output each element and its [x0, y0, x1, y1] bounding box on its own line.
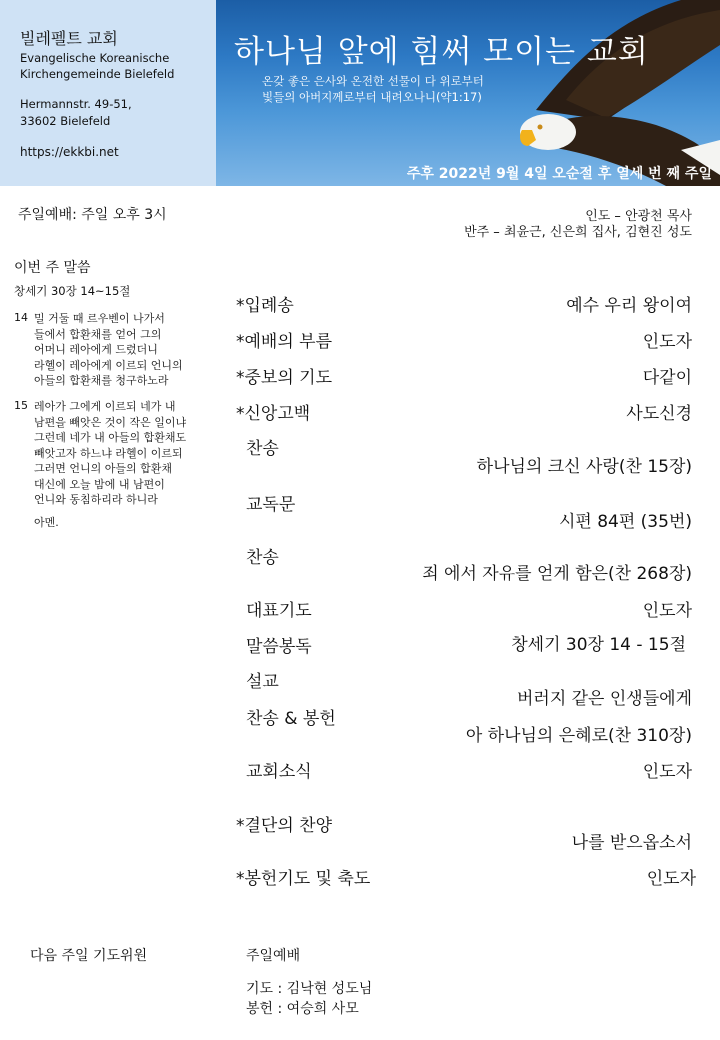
service-time: 주일예배: 주일 오후 3시 — [18, 207, 167, 223]
address-line1: Hermannstr. 49-51, — [20, 97, 132, 111]
order-value: 인도자 — [642, 332, 692, 352]
verse-number: 14 — [14, 311, 28, 324]
order-label: 설교 — [246, 672, 279, 692]
footer-prayer: 기도 : 김낙현 성도님 — [246, 981, 373, 997]
banner — [216, 0, 720, 186]
banner-verse-line1: 온갖 좋은 은사와 온전한 선물이 다 위로부터 — [262, 74, 484, 88]
order-value: 나를 받으옵소서 — [571, 833, 692, 853]
verse-line: 빼앗고자 하느냐 라헬이 이르되 — [34, 446, 183, 460]
amen: 아멘. — [34, 516, 59, 529]
order-label: *중보의 기도 — [236, 368, 333, 388]
verse-line: 아들의 합환채를 청구하노라 — [34, 374, 169, 387]
order-value: 하나님의 크신 사랑(찬 15장) — [476, 457, 692, 477]
banner-date: 주후 2022년 9월 4일 오순절 후 열세 번 째 주일 — [406, 166, 712, 182]
verse-line: 밀 거둘 때 르우벤이 나가서 — [34, 312, 165, 325]
verse-number: 15 — [14, 399, 28, 412]
order-value: 사도신경 — [626, 404, 692, 424]
verse-line: 들에서 합환채를 얻어 그의 — [34, 327, 162, 341]
order-value: 예수 우리 왕이여 — [566, 296, 692, 316]
verse-line: 그러면 언니의 아들의 합환채 — [34, 462, 173, 475]
verse-text — [34, 399, 224, 508]
order-value: 죄 에서 자유를 얻게 함은(찬 268장) — [422, 564, 692, 584]
order-label: 교회소식 — [246, 762, 312, 782]
order-value: 다같이 — [642, 368, 692, 388]
order-label: 찬송 — [246, 439, 279, 459]
footer-offering: 봉헌 : 여승희 사모 — [246, 1001, 359, 1017]
order-label: 찬송 — [246, 548, 279, 568]
order-label: 말씀봉독 — [246, 637, 312, 657]
order-value: 버러지 같은 인생들에게 — [516, 689, 692, 709]
order-value: 아 하나님의 은혜로(찬 310장) — [465, 726, 692, 746]
service-accompanists: 반주 – 최윤근, 신은희 집사, 김현진 성도 — [464, 225, 692, 240]
verse-line: 언니와 동침하리라 하니라 — [34, 493, 158, 506]
order-value: 시편 84편 (35번) — [558, 512, 692, 532]
order-value: 인도자 — [642, 762, 692, 782]
verse-line: 레아가 그에게 이르되 네가 내 — [34, 400, 176, 413]
church-name: 빌레펠트 교회 — [20, 29, 118, 48]
banner-verse — [262, 73, 484, 105]
address-line2: 33602 Bielefeld — [20, 114, 111, 128]
word-heading: 이번 주 말씀 — [14, 260, 91, 276]
order-label: 대표기도 — [246, 601, 312, 621]
service-leader: 인도 – 안광천 목사 — [585, 209, 692, 224]
verse-line: 라헬이 레아에게 이르되 언니의 — [34, 358, 183, 372]
order-label: 교독문 — [246, 495, 296, 515]
church-info-panel — [0, 0, 216, 186]
scripture-reference: 창세기 30장 14~15절 — [14, 284, 131, 298]
order-label: *신앙고백 — [236, 404, 311, 424]
order-label: *봉헌기도 및 축도 — [236, 869, 371, 889]
verse-text — [34, 311, 224, 389]
banner-title: 하나님 앞에 힘써 모이는 교회 — [234, 34, 649, 70]
order-label: *예배의 부름 — [236, 332, 333, 352]
banner-verse-line2: 빛들의 아버지께로부터 내려오나니(약1:17) — [262, 90, 482, 104]
church-name-german — [20, 50, 174, 82]
church-name-german-line1: Evangelische Koreanische — [20, 51, 170, 65]
next-week-prayer-heading: 다음 주일 기도위원 — [30, 948, 148, 964]
order-label: *입례송 — [236, 296, 294, 316]
order-value: 인도자 — [642, 601, 692, 621]
church-address — [20, 96, 132, 130]
order-value: 창세기 30장 14 - 15절 — [511, 635, 686, 655]
order-value: 인도자 — [646, 869, 696, 889]
verse-line: 그런데 네가 내 아들의 합환채도 — [34, 431, 187, 444]
order-label: *결단의 찬양 — [236, 816, 333, 836]
verse-line: 어머니 레아에게 드렸더니 — [34, 343, 158, 356]
church-website[interactable]: https://ekkbi.net — [20, 145, 119, 159]
order-label: 찬송 & 봉헌 — [246, 709, 336, 729]
verse-line: 남편을 빼앗은 것이 작은 일이냐 — [34, 415, 187, 429]
footer-service-label: 주일예배 — [246, 948, 301, 964]
church-name-german-line2: Kirchengemeinde Bielefeld — [20, 67, 175, 81]
verse-line: 대신에 오늘 밤에 내 남편이 — [34, 477, 165, 491]
